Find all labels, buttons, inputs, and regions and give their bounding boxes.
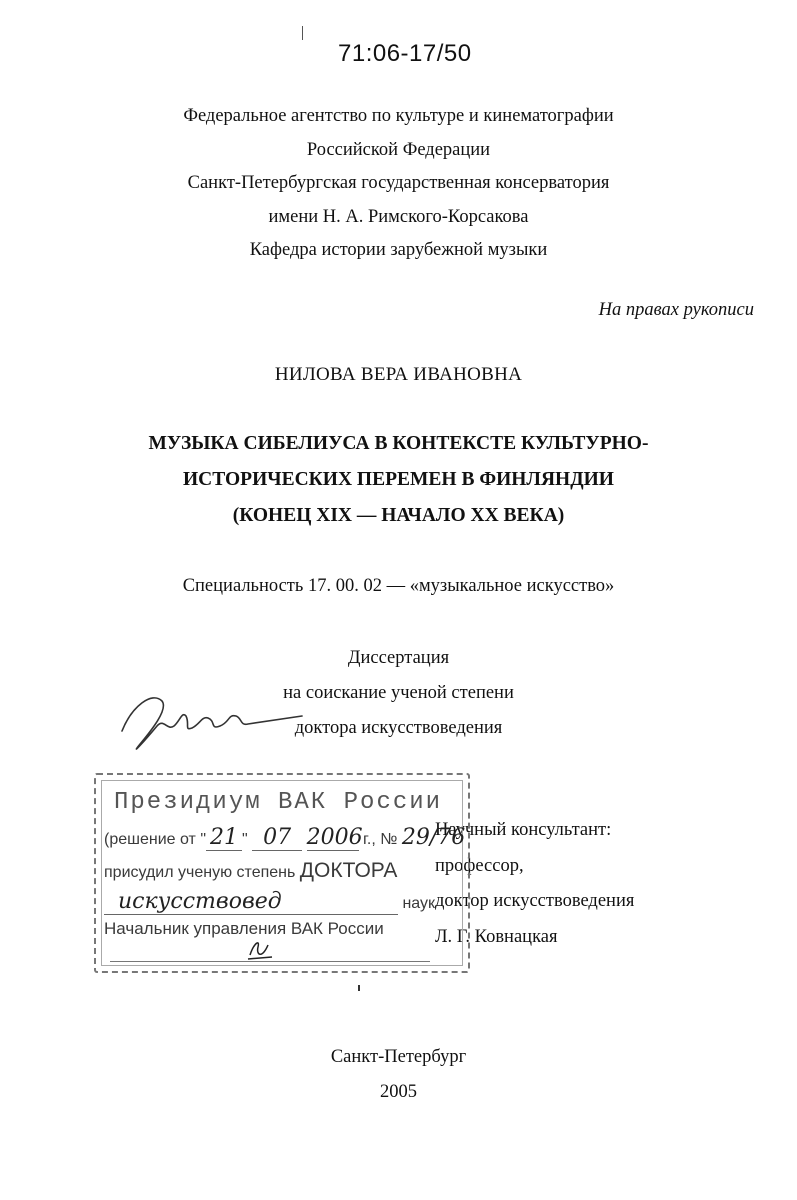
advisor-label: Научный консультант: <box>435 820 612 840</box>
stamp-decision-prefix: (решение от <box>104 831 196 848</box>
stamp-field: искусствовед <box>104 889 398 915</box>
specialty: Специальность 17. 00. 02 — «музыкальное искусство» <box>182 576 615 596</box>
scan-mark <box>302 26 303 40</box>
manuscript-note: На правах рукописи <box>598 300 754 320</box>
title-line: МУЗЫКА СИБЕЛИУСА В КОНТЕКСТЕ КУЛЬТУРНО- <box>148 433 649 454</box>
institution-line: имени Н. А. Римского-Корсакова <box>268 206 529 227</box>
imprint <box>0 1040 797 1110</box>
stamp-title: Президиум ВАК России <box>114 789 443 816</box>
city: Санкт-Петербург <box>330 1047 467 1067</box>
institution-line: Российской Федерации <box>306 139 491 160</box>
stamp-field-line <box>104 889 435 915</box>
stamp-year-suffix: г., № <box>363 831 398 848</box>
title-line: ИСТОРИЧЕСКИХ ПЕРЕМЕН В ФИНЛЯНДИИ <box>183 469 614 490</box>
author-name: НИЛОВА ВЕРА ИВАНОВНА <box>274 364 523 385</box>
stamp-degree-line <box>104 859 397 883</box>
institution-line: Санкт-Петербургская государственная консерватория <box>187 173 610 193</box>
stamp-degree-prefix: присудил ученую степень <box>104 864 296 881</box>
stamp-head-line: Начальник управления ВАК России <box>104 919 384 938</box>
dissertation-title <box>0 426 797 534</box>
degree-line: на соискание ученой степени <box>283 683 514 703</box>
year: 2005 <box>380 1082 417 1102</box>
ink-dot <box>358 985 360 991</box>
archive-code: 71:06-17/50 <box>338 40 472 67</box>
stamp-decision-line: (решение от " 21 " 07 2006 г., № 29/76 <box>104 825 466 850</box>
degree-line: доктора искусствоведения <box>294 718 503 738</box>
institution-line: Федеральное агентство по культуре и кинематографии <box>183 106 614 126</box>
institution-block <box>0 100 797 268</box>
author-signature <box>112 686 312 756</box>
stamp-day: 21 <box>206 825 242 851</box>
advisor-title: профессор, <box>435 855 524 876</box>
stamp-year: 2006 <box>306 825 363 850</box>
advisor-degree: доктор искусствоведения <box>435 891 635 911</box>
department-line: Кафедра истории зарубежной музыки <box>249 240 548 260</box>
degree-line: Диссертация <box>347 648 450 668</box>
stamp-month: 07 <box>252 825 302 851</box>
advisor-name: Л. Г. Ковнацкая <box>435 926 558 947</box>
stamp-signature <box>246 937 276 963</box>
title-line: (КОНЕЦ XIX — НАЧАЛО XX ВЕКА) <box>232 505 565 526</box>
stamp-field-suffix: наук <box>402 895 436 912</box>
vak-stamp <box>94 773 470 973</box>
stamp-degree: ДОКТОРА <box>299 859 398 882</box>
stamp-number: 29/76 <box>401 825 466 850</box>
stamp-signature-line <box>110 961 430 962</box>
